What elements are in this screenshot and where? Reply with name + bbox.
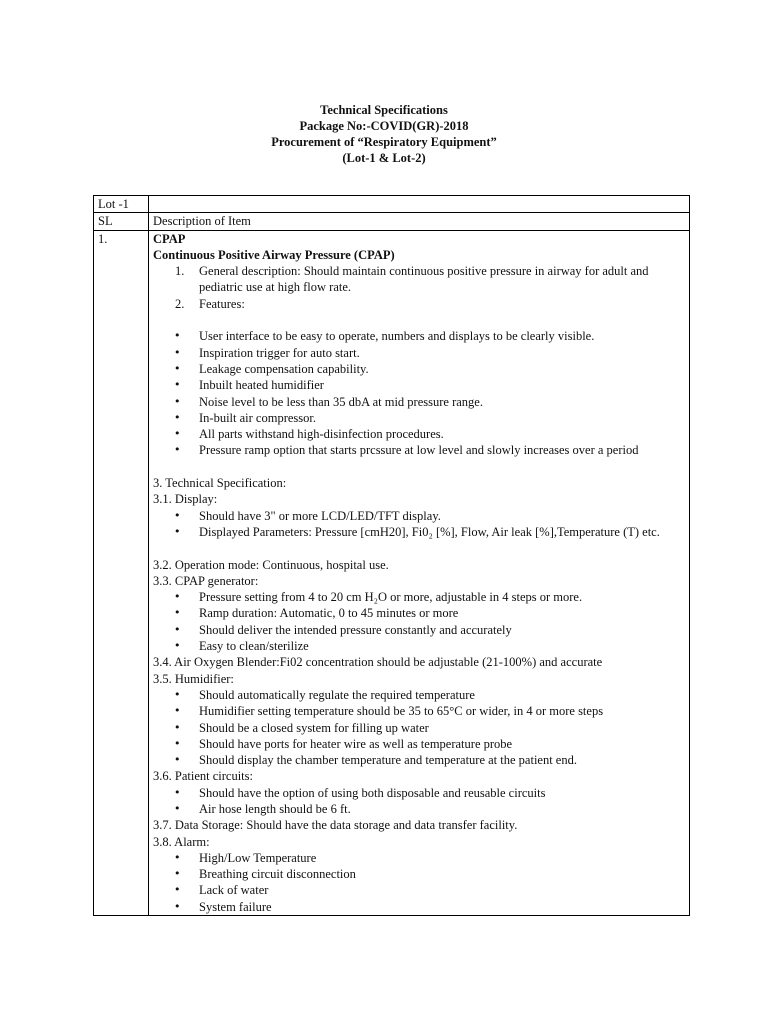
patient-circuit-item: • Should have the option of using both disposable and reusable circuits bbox=[153, 785, 685, 801]
alarm-item: • High/Low Temperature bbox=[153, 850, 685, 866]
lot-empty-cell bbox=[149, 196, 690, 213]
feature-item: • Leakage compensation capability. bbox=[153, 361, 685, 377]
lot-row bbox=[94, 196, 690, 213]
feature-item: • Inbuilt heated humidifier bbox=[153, 377, 685, 393]
general-text: General description: Should maintain continuous positive pressure in airway for adult and pediatric use at high flow rate. bbox=[199, 264, 649, 295]
sl-header: SL bbox=[94, 213, 149, 230]
spacer bbox=[153, 459, 685, 475]
humidifier-title: 3.5. Humidifier: bbox=[153, 671, 234, 686]
feature-item: • User interface to be easy to operate, numbers and displays to be clearly visible. bbox=[153, 328, 685, 344]
humidifier-item: • Humidifier setting temperature should be 35 to 65°C or wider, in 4 or more steps bbox=[153, 703, 685, 719]
features-heading bbox=[153, 296, 685, 312]
item-full-name: Continuous Positive Airway Pressure (CPAP) bbox=[153, 247, 395, 262]
tech-spec-title: 3. Technical Specification: bbox=[153, 476, 287, 491]
general-description bbox=[153, 263, 685, 296]
features-number: 2. bbox=[175, 296, 185, 311]
spec-table bbox=[93, 195, 690, 916]
display-item: • Displayed Parameters: Pressure [cmH20], Fi0₂ [%], Flow, Air leak [%],Temperature (T) etc. bbox=[153, 524, 685, 540]
generator-item: • Ramp duration: Automatic, 0 to 45 minutes or more bbox=[153, 605, 685, 621]
display-title: 3.1. Display: bbox=[153, 492, 218, 507]
patient-circuit-item: • Air hose length should be 6 ft. bbox=[153, 801, 685, 817]
features-list bbox=[153, 328, 685, 458]
features-text: Features: bbox=[199, 296, 245, 311]
row-sl: 1. bbox=[94, 230, 149, 915]
alarm-item: • Lack of water bbox=[153, 882, 685, 898]
general-number: 1. bbox=[175, 264, 185, 279]
data-storage: 3.7. Data Storage: Should have the data storage and data transfer facility. bbox=[153, 818, 518, 833]
feature-item: • Noise level to be less than 35 dbA at mid pressure range. bbox=[153, 394, 685, 410]
feature-item: • Pressure ramp option that starts prcssure at low level and slowly increases over a period bbox=[153, 442, 685, 458]
description-header: Description of Item bbox=[149, 213, 690, 230]
operation-mode: 3.2. Operation mode: Continuous, hospital use. bbox=[153, 557, 389, 572]
spacer bbox=[153, 312, 685, 328]
feature-item: • In-built air compressor. bbox=[153, 410, 685, 426]
humidifier-item: • Should display the chamber temperature and temperature at the patient end. bbox=[153, 752, 685, 768]
humidifier-item: • Should have ports for heater wire as well as temperature probe bbox=[153, 736, 685, 752]
header-row bbox=[94, 213, 690, 230]
display-item: • Should have 3" or more LCD/LED/TFT display. bbox=[153, 508, 685, 524]
item-row bbox=[94, 230, 690, 915]
generator-item: • Easy to clean/sterilize bbox=[153, 638, 685, 654]
alarm-title: 3.8. Alarm: bbox=[153, 834, 210, 849]
feature-item: • Inspiration trigger for auto start. bbox=[153, 345, 685, 361]
package-number: Package No:-COVID(GR)-2018 bbox=[299, 119, 469, 133]
air-oxygen-blender: 3.4. Air Oxygen Blender:Fi02 concentration should be adjustable (21-100%) and accurate bbox=[153, 655, 603, 670]
generator-item: • Should deliver the intended pressure constantly and accurately bbox=[153, 622, 685, 638]
item-description bbox=[149, 230, 690, 915]
alarm-item: • Breathing circuit disconnection bbox=[153, 866, 685, 882]
lot-label: Lot -1 bbox=[94, 196, 149, 213]
generator-title: 3.3. CPAP generator: bbox=[153, 573, 259, 588]
item-short-name: CPAP bbox=[153, 231, 186, 246]
document-header bbox=[0, 102, 768, 166]
humidifier-item: • Should be a closed system for filling up water bbox=[153, 720, 685, 736]
alarm-item: • System failure bbox=[153, 899, 685, 915]
lot-subtitle: (Lot-1 & Lot-2) bbox=[342, 151, 426, 165]
patient-circuits-title: 3.6. Patient circuits: bbox=[153, 769, 253, 784]
procurement-title: Procurement of “Respiratory Equipment” bbox=[271, 135, 497, 149]
spacer bbox=[153, 540, 685, 556]
doc-title: Technical Specifications bbox=[320, 103, 448, 117]
humidifier-item: • Should automatically regulate the required temperature bbox=[153, 687, 685, 703]
feature-item: • All parts withstand high-disinfection procedures. bbox=[153, 426, 685, 442]
generator-item: • Pressure setting from 4 to 20 cm H₂O or more, adjustable in 4 steps or more. bbox=[153, 589, 685, 605]
